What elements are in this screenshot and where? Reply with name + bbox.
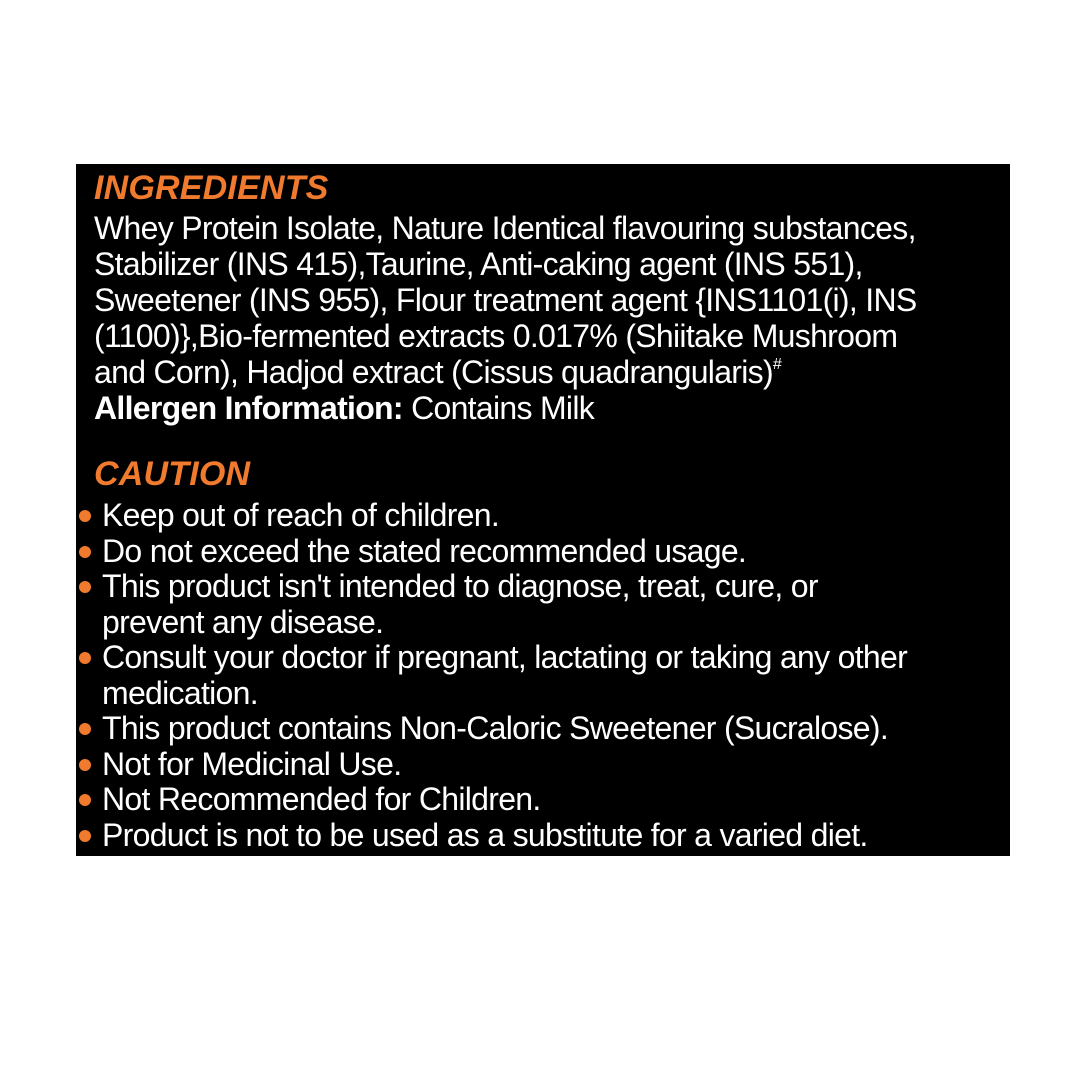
- bullet-dot-icon: [79, 546, 91, 558]
- bullet-dot-icon: [79, 830, 91, 842]
- caution-item-text: Product is not to be used as a substitute for a varied diet.: [102, 816, 868, 853]
- bullet-dot-icon: [79, 510, 91, 522]
- product-label-panel: [76, 164, 1010, 856]
- caution-item-text: Not for Medicinal Use.: [102, 745, 402, 782]
- allergen-value: Contains Milk: [402, 390, 595, 426]
- caution-item: [76, 711, 1006, 747]
- bullet-dot-icon: [79, 652, 91, 664]
- caution-item-text: This product isn't intended to diagnose, treat, cure, or: [102, 568, 818, 604]
- ingredients-line: Sweetener (INS 955), Flour treatment agent {INS1101(i), INS: [94, 282, 917, 318]
- caution-item-text: Keep out of reach of children.: [102, 497, 500, 533]
- ingredients-heading: INGREDIENTS: [94, 169, 329, 207]
- caution-item: [76, 818, 1006, 854]
- ingredients-text: [94, 210, 999, 426]
- ingredients-line-text: and Corn), Hadjod extract (Cissus quadrangularis): [94, 354, 773, 390]
- bullet-dot-icon: [79, 723, 91, 735]
- bullet-dot-icon: [79, 759, 91, 771]
- bullet-dot-icon: [79, 794, 91, 806]
- caution-item-text: medication.: [102, 674, 258, 711]
- caution-heading: CAUTION: [94, 455, 251, 493]
- caution-item: [76, 534, 1006, 570]
- caution-item: [76, 782, 1006, 818]
- caution-item-text: Not Recommended for Children.: [102, 781, 541, 817]
- caution-item-text: prevent any disease.: [102, 603, 384, 640]
- ingredients-line: (1100)},Bio-fermented extracts 0.017% (Shiitake Mushroom: [94, 318, 898, 354]
- caution-item: [76, 569, 1006, 640]
- caution-item: [76, 747, 1006, 783]
- allergen-information: [94, 390, 999, 426]
- footnote-mark: #: [772, 356, 782, 373]
- caution-item-text: Do not exceed the stated recommended usage.: [102, 532, 747, 569]
- caution-item: [76, 640, 1006, 711]
- caution-item-text: This product contains Non-Caloric Sweetener (Sucralose).: [102, 710, 889, 746]
- ingredients-line: Whey Protein Isolate, Nature Identical flavouring substances,: [94, 210, 916, 246]
- caution-list: [76, 498, 1006, 853]
- bullet-dot-icon: [79, 581, 91, 593]
- ingredients-line-last: [94, 354, 999, 390]
- caution-item: [76, 498, 1006, 534]
- ingredients-line: Stabilizer (INS 415),Taurine, Anti-caking agent (INS 551),: [94, 246, 863, 282]
- caution-item-text: Consult your doctor if pregnant, lactating or taking any other: [102, 639, 908, 675]
- allergen-label: Allergen Information:: [94, 390, 403, 426]
